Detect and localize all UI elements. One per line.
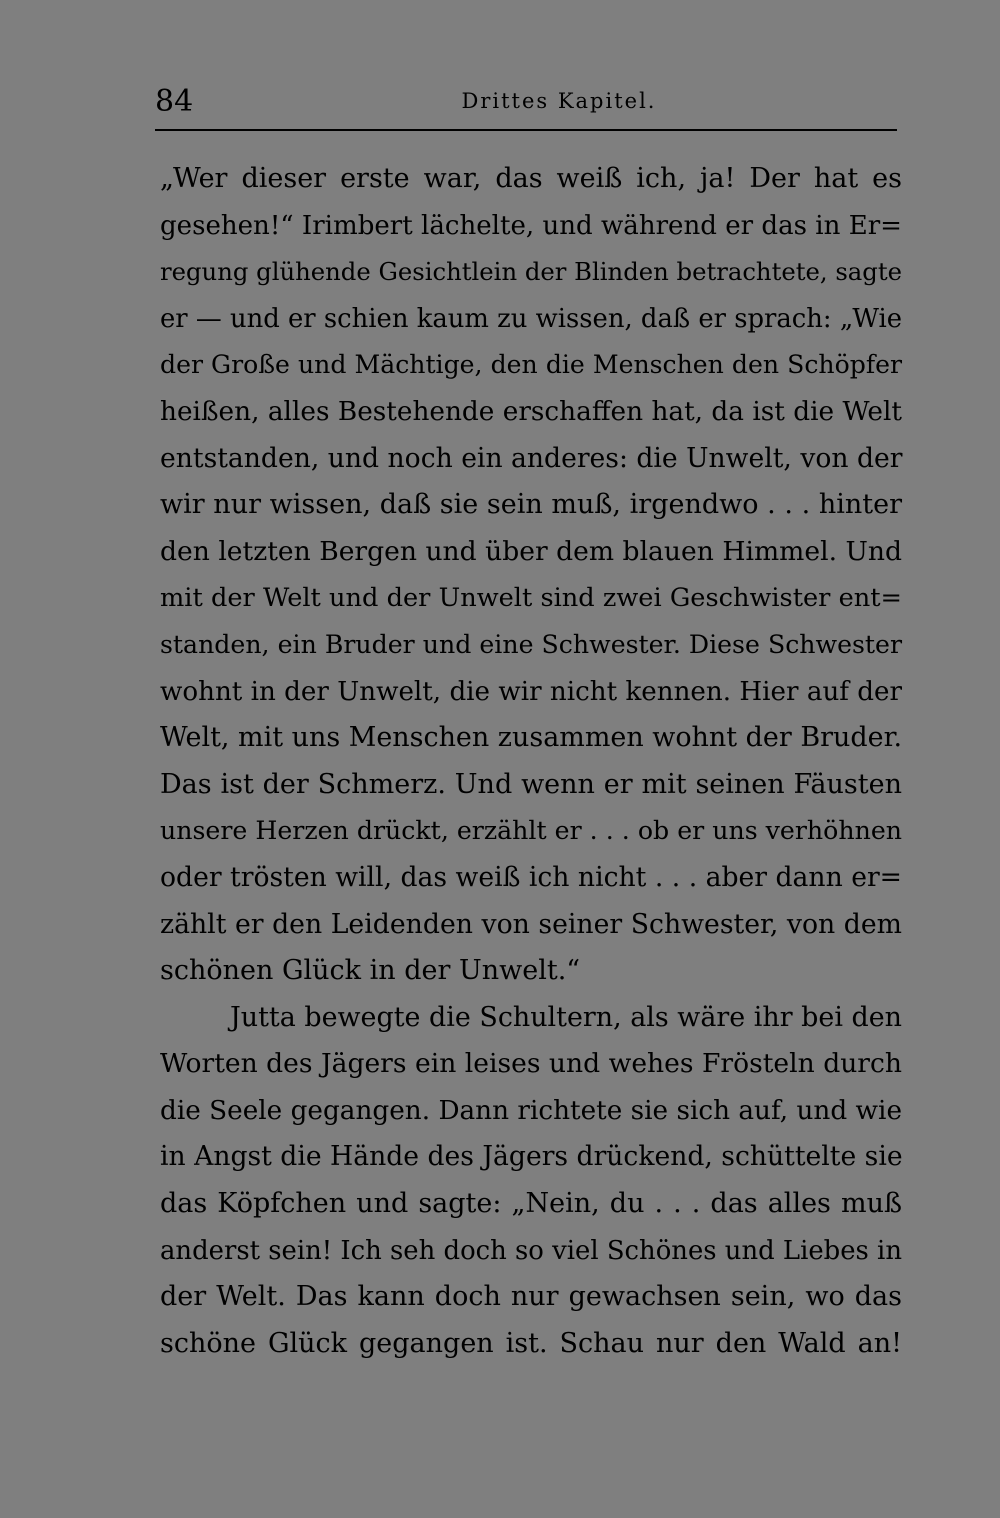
text-line: wir nur wissen, daß sie sein muß, irgendwo . . . hinter — [160, 489, 902, 521]
text-line: schöne Glück gegangen ist. Schau nur den Wald an! — [160, 1327, 902, 1359]
text-line: Das ist der Schmerz. Und wenn er mit seinen Fäusten — [160, 768, 902, 800]
text-line: regung glühende Gesichtlein der Blinden betrachtete, sagte — [160, 257, 902, 287]
text-line: anderst sein! Ich seh doch so viel Schönes und Liebes in — [160, 1235, 902, 1266]
text-line: Worten des Jägers ein leises und wehes Frösteln durch — [160, 1048, 902, 1080]
text-line: unsere Herzen drückt, erzählt er . . . ob er uns verhöhnen — [160, 816, 902, 846]
text-line: Welt, mit uns Menschen zusammen wohnt der Bruder. — [160, 722, 903, 754]
text-line: schönen Glück in der Unwelt.“ — [160, 955, 581, 987]
header-rule — [155, 129, 897, 131]
paragraph-1 — [160, 156, 902, 995]
text-line: mit der Welt und der Unwelt sind zwei Geschwister ent= — [160, 583, 902, 614]
text-line: „Wer dieser erste war, das weiß ich, ja! Der hat es — [160, 163, 902, 194]
running-title: Drittes Kapitel. — [461, 89, 657, 113]
text-line: gesehen!“ Irimbert lächelte, und während er das in Er= — [160, 210, 902, 241]
text-line: er — und er schien kaum zu wissen, daß er sprach: „Wie — [160, 303, 902, 334]
text-line: der Große und Mächtige, den die Menschen den Schöpfer — [160, 350, 902, 380]
text-line: der Welt. Das kann doch nur gewachsen sein, wo das — [160, 1281, 902, 1313]
paragraph-2 — [160, 995, 902, 1368]
text-line: den letzten Bergen und über dem blauen Himmel. Und — [160, 535, 902, 567]
text-line: wohnt in der Unwelt, die wir nicht kennen. Hier auf der — [160, 676, 902, 707]
text-line: zählt er den Leidenden von seiner Schwester, von dem — [160, 908, 902, 940]
page-number: 84 — [155, 84, 194, 119]
text-line: standen, ein Bruder und eine Schwester. Diese Schwester — [160, 629, 902, 659]
body-text — [160, 156, 902, 1367]
text-line: entstanden, und noch ein anderes: die Unwelt, von der — [160, 442, 903, 474]
text-line: heißen, alles Bestehende erschaffen hat, da ist die Welt — [160, 396, 902, 427]
text-line: in Angst die Hände des Jägers drückend, schüttelte sie — [160, 1141, 903, 1173]
text-line: Jutta bewegte die Schultern, als wäre ihr bei den — [230, 1001, 902, 1033]
text-line: oder trösten will, das weiß ich nicht . . . aber dann er= — [160, 861, 902, 893]
text-line: das Köpfchen und sagte: „Nein, du . . . das alles muß — [160, 1188, 902, 1220]
page-header — [155, 80, 903, 124]
text-line: die Seele gegangen. Dann richtete sie sich auf, und wie — [160, 1095, 902, 1126]
